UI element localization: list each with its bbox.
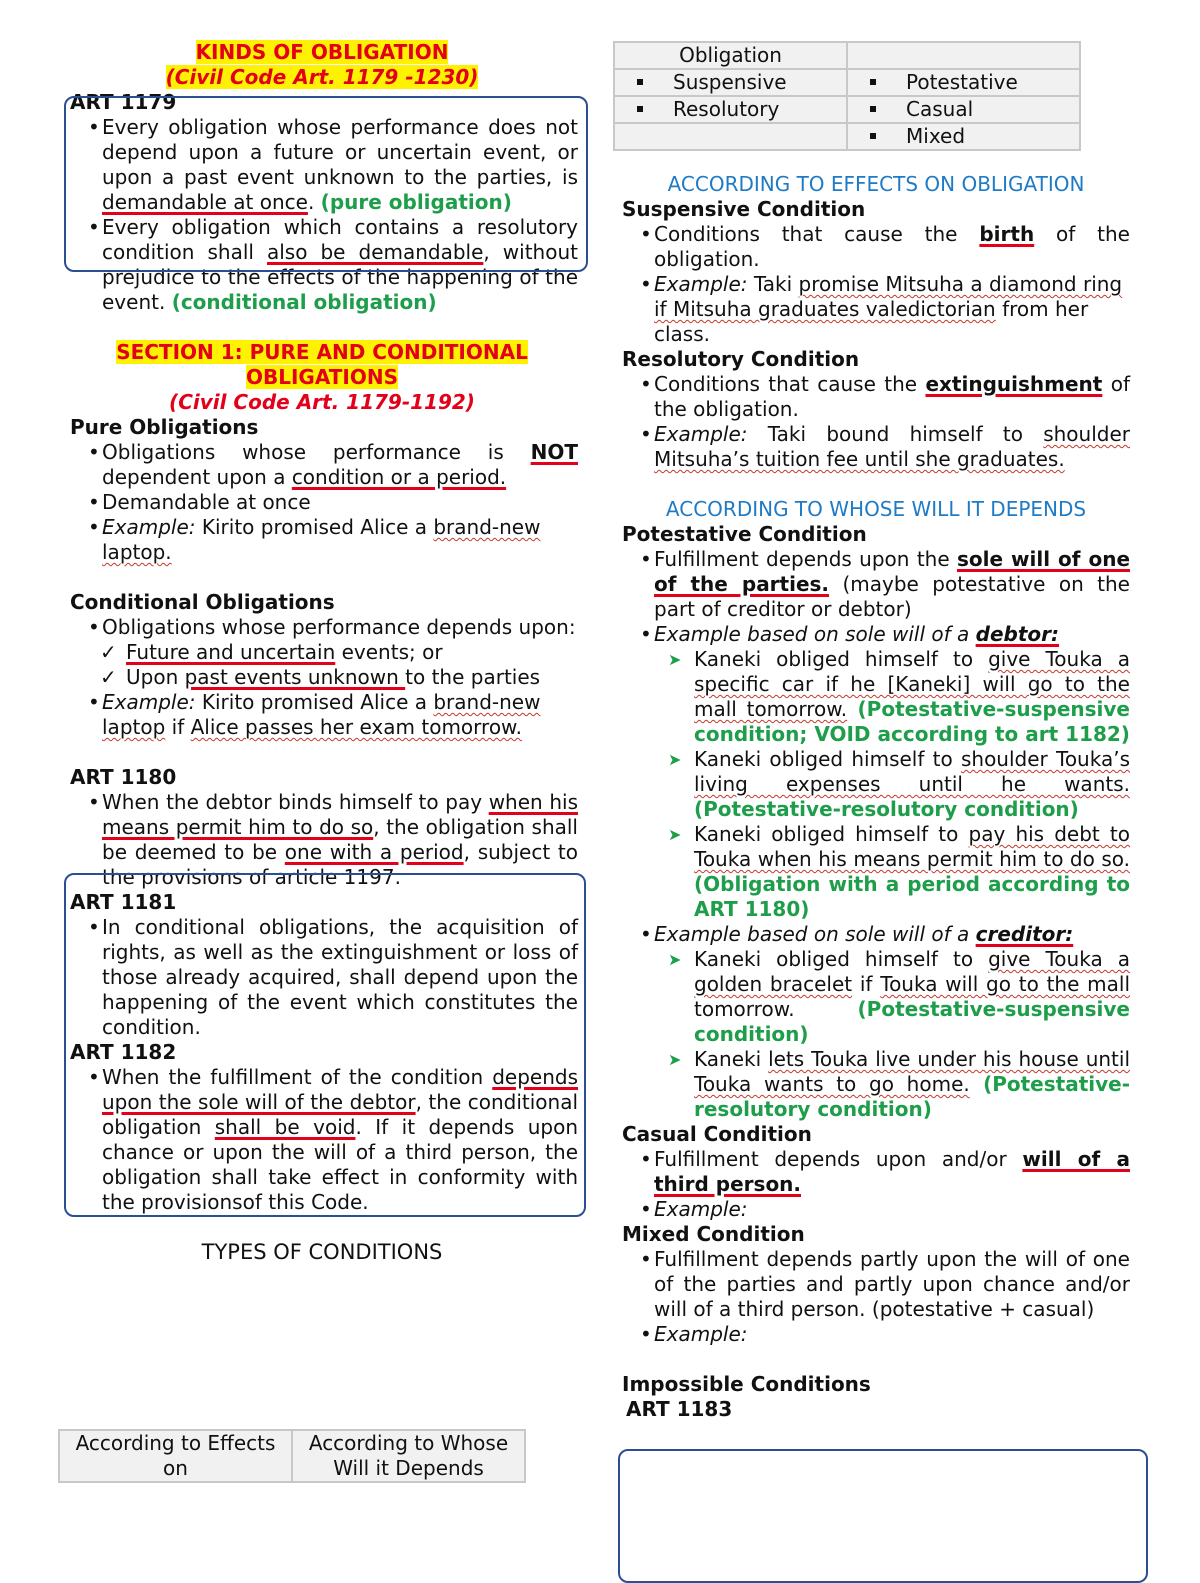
- art-1179-bullet-2: • Every obligation which contains a resolutory condition shall also be demandable, without prejudice to the effects of the happening of the event. (conditional obligation): [70, 215, 578, 315]
- art-1182-bullet: • When the fulfillment of the condition depends upon the sole will of the debtor, the conditional obligation shall be void. If it depends upon chance or upon the will of a third person, the obligation shall take effect in conformity with the provisionsof this Code.: [70, 1065, 578, 1215]
- casual-example: • Example:: [622, 1197, 1130, 1222]
- conditional-obligations: [66, 590, 578, 740]
- types-col-1: According to Effects on: [59, 1430, 292, 1482]
- creditor-example-1: ➤ Kaneki obliged himself to give Touka a golden bracelet if Touka will go to the mall tomorrow. (Potestative-suspensive condition): [622, 947, 1130, 1047]
- impossible-heading: Impossible Conditions: [622, 1372, 871, 1396]
- pure-bullet-1: • Obligations whose performance is NOT dependent upon a condition or a period.: [70, 440, 578, 490]
- conditional-check-2: ✓ Upon past events unknown to the parties: [70, 665, 578, 690]
- obligation-table-blank: [847, 42, 1080, 69]
- left-column: [66, 40, 578, 1265]
- mixed-bullet: • Fulfillment depends partly upon the will of one of the parties and partly upon chance and/or will of a third person. (potestative + casual): [622, 1247, 1130, 1322]
- debtor-example-label: • Example based on sole will of a debtor:: [622, 622, 1130, 647]
- mixed-heading: Mixed Condition: [622, 1222, 805, 1246]
- suspensive-condition: [622, 197, 1130, 347]
- conditional-heading: Conditional Obligations: [70, 590, 335, 614]
- obligation-table-casual: Casual: [847, 96, 1080, 123]
- debtor-example-3: ➤ Kaneki obliged himself to pay his debt to Touka when his means permit him to do so. (Obligation with a period according to ART 1180): [622, 822, 1130, 922]
- art-1180-heading: ART 1180: [70, 765, 177, 789]
- casual-bullet: • Fulfillment depends upon and/or will of a third person.: [622, 1147, 1130, 1197]
- art-1183-heading: ART 1183: [626, 1397, 733, 1421]
- pure-example: • Example: Kirito promised Alice a brand-new laptop.: [70, 515, 578, 565]
- obligation-table-resolutory: Resolutory: [614, 96, 847, 123]
- section-subtitle: (Civil Code Art. 1179-1192): [169, 390, 475, 414]
- conditional-check-1: ✓ Future and uncertain events; or: [70, 640, 578, 665]
- art-1179-heading: ART 1179: [70, 90, 177, 114]
- art-1179-bullet-1: • Every obligation whose performance does not depend upon a future or uncertain event, or upon a past event unknown to the parties, is demandable at once. (pure obligation): [70, 115, 578, 215]
- mixed-example: • Example:: [622, 1322, 1130, 1347]
- obligation-table-potestative: Potestative: [847, 69, 1080, 96]
- art-1181-bullet: • In conditional obligations, the acquisition of rights, as well as the extinguishment or loss of those already acquired, shall depend upon the happening of the event which constitutes the condition.: [70, 915, 578, 1040]
- art-1181: [66, 890, 578, 1040]
- art-1180: [66, 765, 578, 890]
- casual-heading: Casual Condition: [622, 1122, 812, 1146]
- obligation-table: [613, 41, 1081, 151]
- art-1182: [66, 1040, 578, 1215]
- types-table: [58, 1429, 526, 1483]
- suspensive-heading: Suspensive Condition: [622, 197, 866, 221]
- creditor-example-2: ➤ Kaneki lets Touka live under his house until Touka wants to go home. (Potestative-resolutory condition): [622, 1047, 1130, 1122]
- potestative-bullet: • Fulfillment depends upon the sole will of one of the parties. (maybe potestative on the part of creditor or debtor): [622, 547, 1130, 622]
- conditional-bullet-1: • Obligations whose performance depends upon:: [70, 615, 578, 640]
- suspensive-bullet: • Conditions that cause the birth of the obligation.: [622, 222, 1130, 272]
- obligation-table-header: Obligation: [614, 42, 847, 69]
- resolutory-condition: [622, 347, 1130, 472]
- pure-bullet-2: • Demandable at once: [70, 490, 578, 515]
- art-1182-heading: ART 1182: [70, 1040, 177, 1064]
- potestative-heading: Potestative Condition: [622, 522, 867, 546]
- obligation-table-mixed: Mixed: [847, 123, 1080, 150]
- art-1180-bullet: • When the debtor binds himself to pay when his means permit him to do so, the obligation shall be deemed to be one with a period, subject to the provisions of article 1197.: [70, 790, 578, 890]
- resolutory-example: • Example: Taki bound himself to shoulder Mitsuha’s tuition fee until she graduates.: [622, 422, 1130, 472]
- suspensive-example: • Example: Taki promise Mitsuha a diamond ring if Mitsuha graduates valedictorian from her class.: [622, 272, 1130, 347]
- types-title: TYPES OF CONDITIONS: [201, 1240, 443, 1264]
- right-column: [622, 172, 1130, 1422]
- pure-heading: Pure Obligations: [70, 415, 259, 439]
- resolutory-bullet: • Conditions that cause the extinguishment of the obligation.: [622, 372, 1130, 422]
- types-col-2: According to Whose Will it Depends: [292, 1430, 525, 1482]
- potestative-condition: [622, 522, 1130, 1122]
- will-heading: ACCORDING TO WHOSE WILL IT DEPENDS: [665, 497, 1087, 521]
- art-1179: [66, 90, 578, 315]
- doc-subtitle: (Civil Code Art. 1179 -1230): [165, 65, 479, 89]
- casual-condition: [622, 1122, 1130, 1222]
- pure-obligations: [66, 415, 578, 565]
- effects-heading: ACCORDING TO EFFECTS ON OBLIGATION: [667, 172, 1085, 196]
- debtor-example-1: ➤ Kaneki obliged himself to give Touka a specific car if he [Kaneki] will go to the mall tomorrow. (Potestative-suspensive condition; VOID according to art 1182): [622, 647, 1130, 747]
- art-1183-box: [618, 1449, 1148, 1583]
- obligation-table-suspensive: Suspensive: [614, 69, 847, 96]
- resolutory-heading: Resolutory Condition: [622, 347, 860, 371]
- obligation-table-empty: [614, 123, 847, 150]
- creditor-example-label: • Example based on sole will of a creditor:: [622, 922, 1130, 947]
- doc-title: KINDS OF OBLIGATION: [195, 40, 449, 64]
- debtor-example-2: ➤ Kaneki obliged himself to shoulder Touka’s living expenses until he wants. (Potestative-resolutory condition): [622, 747, 1130, 822]
- mixed-condition: [622, 1222, 1130, 1347]
- conditional-example: • Example: Kirito promised Alice a brand-new laptop if Alice passes her exam tomorrow.: [70, 690, 578, 740]
- art-1181-heading: ART 1181: [70, 890, 177, 914]
- section-title: SECTION 1: PURE AND CONDITIONAL OBLIGATIONS: [116, 340, 528, 389]
